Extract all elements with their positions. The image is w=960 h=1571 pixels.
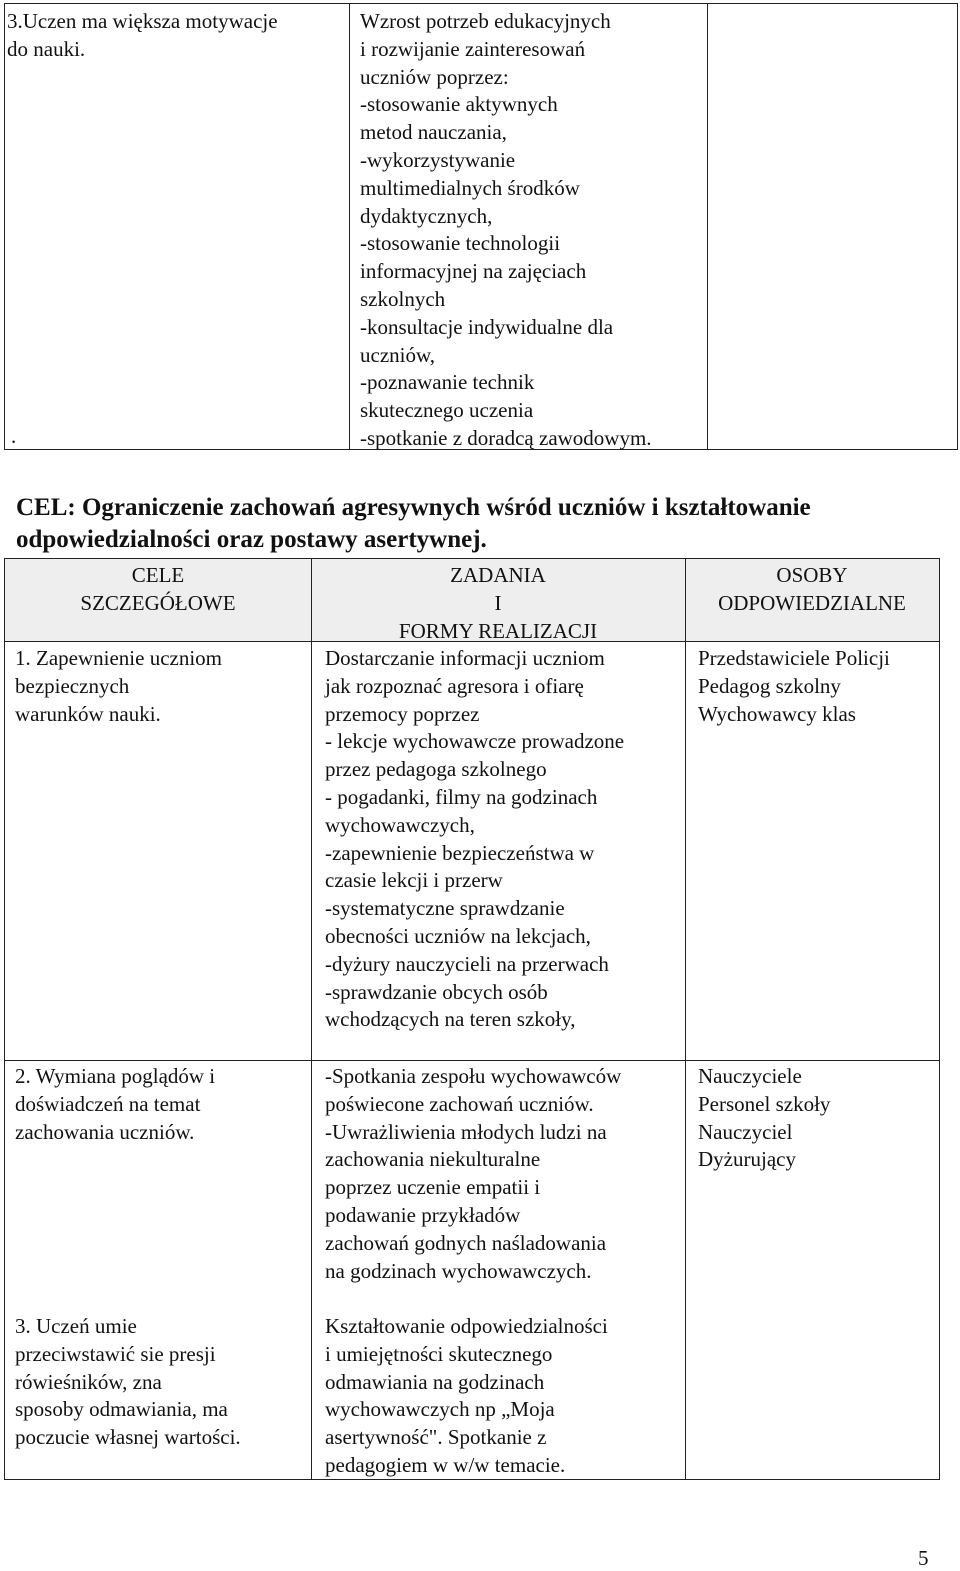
goal-cell: 1. Zapewnienie uczniom bezpiecznych warunków nauki. [15, 646, 223, 726]
goal-cell: 3. Uczeń umie przeciwstawić sie presji rówieśników, zna sposoby odmawiania, ma poczucie własnej wartości. [15, 1314, 241, 1450]
persons-cell: Nauczyciele Personel szkoły Nauczyciel Dyżurujący [698, 1064, 831, 1172]
goals-table [4, 558, 940, 1480]
tasks-cell: Wzrost potrzeb edukacyjnych i rozwijanie zainteresowań uczniów poprzez: -stosowanie aktywnych metod nauczania, -wykorzystywanie multimedialnych środków dydaktycznych, -stosowanie technologii informacyjnej na zajęciach szkolnych -konsultacje indywidualne dla uczniów, -poznawanie technik skutecznego uczenia -spotkanie z doradcą zawodowym. [360, 9, 652, 450]
goal-cell: 2. Wymiana poglądów i doświadczeń na temat zachowania uczniów. [15, 1064, 216, 1144]
persons-cell: Przedstawiciele Policji Pedagog szkolny Wychowawcy klas [698, 646, 890, 726]
column-divider [349, 4, 350, 449]
row-divider [5, 1060, 939, 1061]
tasks-cell: -Spotkania zespołu wychowawców poświecone zachowań uczniów. -Uwrażliwienia młodych ludzi na zachowania niekulturalne poprzez uczenie empatii i podawanie przykładów zachowań godnych naśladowania na godzinach wychowawczych. [325, 1064, 622, 1283]
page-number: 5 [918, 1546, 929, 1570]
goal-cell-dot: . [11, 424, 17, 448]
column-divider [685, 559, 686, 1479]
section-heading: CEL: Ograniczenie zachowań agresywnych wśród uczniów i kształtowanie odpowiedzialności oraz postawy asertywnej. [16, 494, 811, 553]
tasks-cell: Kształtowanie odpowiedzialności i umiejętności skutecznego odmawiania na godzinach wychowawczych np „Moja asertywność". Spotkanie z pedagogiem w w/w temacie. [325, 1314, 608, 1477]
header-tasks: ZADANIA I FORMY REALIZACJI [398, 563, 598, 643]
column-divider [311, 559, 312, 1479]
column-divider [707, 4, 708, 449]
goal-cell: 3.Uczen ma większa motywacje do nauki. [7, 9, 278, 61]
header-persons: OSOBY ODPOWIEDZIALNE [718, 563, 906, 615]
top-table [4, 3, 958, 450]
tasks-cell: Dostarczanie informacji uczniom jak rozpoznać agresora i ofiarę przemocy poprzez - lekcje wychowawcze prowadzone przez pedagoga szkolnego - pogadanki, filmy na godzinach wychowawczych, -zapewnienie bezpieczeństwa w czasie lekcji i przerw -systematyczne sprawdzanie obecności uczniów na lekcjach, -dyżury nauczycieli na przerwach -sprawdzanie obcych osób wchodzących na teren szkoły, [325, 646, 625, 1032]
header-goals: CELE SZCZEGÓŁOWE [80, 563, 236, 615]
